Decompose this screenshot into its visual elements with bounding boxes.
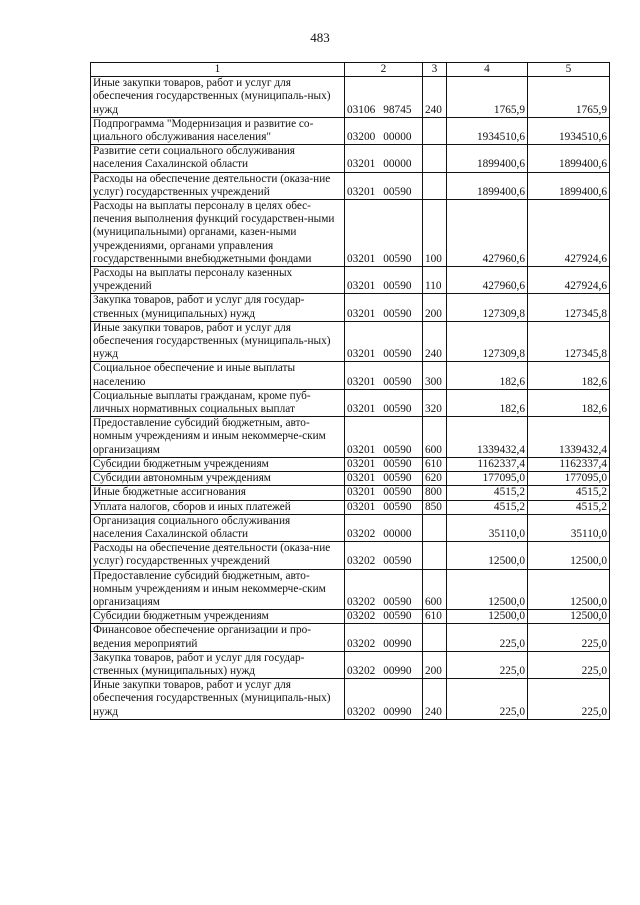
row-code-program: 03201: [347, 443, 376, 456]
table-row: [91, 117, 610, 144]
row-name: Развитие сети социального обслуживания населения Сахалинской области: [91, 145, 345, 172]
row-code-direction: 00590: [383, 595, 412, 608]
row-name: Социальное обеспечение и иные выплаты населению: [91, 362, 345, 389]
row-code: [345, 500, 423, 514]
table-row: [91, 610, 610, 624]
row-code: [345, 472, 423, 486]
row-code-direction: 00590: [383, 472, 412, 485]
row-expense-type: [423, 542, 447, 569]
row-name: Иные бюджетные ассигнования: [91, 486, 345, 500]
row-code-direction: 00990: [383, 664, 412, 677]
row-code: [345, 294, 423, 321]
row-code-program: 03201: [347, 252, 376, 265]
row-value-col5: 182,6: [528, 389, 610, 416]
row-code: [345, 389, 423, 416]
row-value-col4: 127309,8: [447, 321, 528, 362]
table-row: [91, 514, 610, 541]
row-value-col4: 182,6: [447, 389, 528, 416]
row-code-direction: 00590: [383, 252, 412, 265]
row-code: [345, 321, 423, 362]
row-expense-type: 200: [423, 294, 447, 321]
table-row: [91, 472, 610, 486]
row-code-direction: 00990: [383, 705, 412, 718]
row-expense-type: 320: [423, 389, 447, 416]
row-expense-type: 600: [423, 417, 447, 458]
row-name: Субсидии автономным учреждениям: [91, 472, 345, 486]
row-value-col4: 4515,2: [447, 500, 528, 514]
row-code-program: 03201: [347, 472, 376, 485]
budget-table: [90, 62, 610, 720]
row-code: [345, 172, 423, 199]
row-value-col4: 177095,0: [447, 472, 528, 486]
table-row: [91, 486, 610, 500]
row-value-col4: 12500,0: [447, 542, 528, 569]
row-expense-type: [423, 514, 447, 541]
table-row: [91, 267, 610, 294]
row-code-program: 03202: [347, 637, 376, 650]
page-number: 483: [310, 30, 330, 45]
row-expense-type: 800: [423, 486, 447, 500]
row-code-direction: 00590: [383, 185, 412, 198]
table-row: [91, 77, 610, 118]
row-code-program: 03202: [347, 610, 376, 623]
row-name: Расходы на выплаты персоналу казенных учреждений: [91, 267, 345, 294]
row-code-program: 03202: [347, 527, 376, 540]
row-name: Иные закупки товаров, работ и услуг для обеспечения государственных (муниципаль-ных) нужд: [91, 77, 345, 118]
row-value-col5: 12500,0: [528, 610, 610, 624]
row-expense-type: [423, 624, 447, 651]
row-expense-type: 850: [423, 500, 447, 514]
row-value-col5: 225,0: [528, 624, 610, 651]
row-code-program: 03201: [347, 348, 376, 361]
row-name: Субсидии бюджетным учреждениям: [91, 457, 345, 471]
row-value-col4: 4515,2: [447, 486, 528, 500]
row-value-col4: 225,0: [447, 679, 528, 720]
row-expense-type: 240: [423, 77, 447, 118]
row-code: [345, 77, 423, 118]
row-name: Закупка товаров, работ и услуг для государ-ственных (муниципальных) нужд: [91, 651, 345, 678]
row-expense-type: 610: [423, 457, 447, 471]
row-code-direction: 00590: [383, 348, 412, 361]
row-expense-type: 110: [423, 267, 447, 294]
row-code-program: 03200: [347, 131, 376, 144]
row-value-col5: 177095,0: [528, 472, 610, 486]
row-code: [345, 267, 423, 294]
row-value-col5: 12500,0: [528, 542, 610, 569]
row-value-col5: 1899400,6: [528, 145, 610, 172]
row-code-program: 03201: [347, 375, 376, 388]
row-value-col5: 4515,2: [528, 486, 610, 500]
row-value-col4: 427960,6: [447, 267, 528, 294]
row-code-direction: 00590: [383, 555, 412, 568]
row-code-program: 03201: [347, 307, 376, 320]
row-name: Закупка товаров, работ и услуг для государ-ственных (муниципальных) нужд: [91, 294, 345, 321]
row-value-col5: 127345,8: [528, 321, 610, 362]
row-code: [345, 569, 423, 610]
row-name: Предоставление субсидий бюджетным, авто-номным учреждениям и иным некоммерче-ским организациям: [91, 417, 345, 458]
table-row: [91, 362, 610, 389]
row-value-col5: 1899400,6: [528, 172, 610, 199]
row-expense-type: 600: [423, 569, 447, 610]
row-name: Расходы на обеспечение деятельности (оказа-ние услуг) государственных учреждений: [91, 542, 345, 569]
row-value-col4: 427960,6: [447, 200, 528, 267]
row-code-program: 03201: [347, 486, 376, 499]
row-code-direction: 00000: [383, 158, 412, 171]
table-row: [91, 542, 610, 569]
row-value-col4: 1899400,6: [447, 172, 528, 199]
row-code-program: 03202: [347, 595, 376, 608]
row-code: [345, 457, 423, 471]
row-expense-type: [423, 117, 447, 144]
row-name: Подпрограмма "Модернизация и развитие со-циального обслуживания населения": [91, 117, 345, 144]
table-row: [91, 569, 610, 610]
row-code-program: 03106: [347, 103, 376, 116]
table-row: [91, 500, 610, 514]
row-code-program: 03201: [347, 280, 376, 293]
row-value-col5: 4515,2: [528, 500, 610, 514]
row-value-col5: 1339432,4: [528, 417, 610, 458]
table-row: [91, 200, 610, 267]
header-cell-4: 4: [447, 63, 528, 77]
row-code-direction: 00590: [383, 403, 412, 416]
row-value-col4: 12500,0: [447, 610, 528, 624]
row-value-col4: 35110,0: [447, 514, 528, 541]
table-row: [91, 679, 610, 720]
row-code-direction: 00590: [383, 500, 412, 513]
row-value-col5: 427924,6: [528, 200, 610, 267]
header-cell-2: 2: [345, 63, 423, 77]
table-row: [91, 145, 610, 172]
row-code-program: 03201: [347, 185, 376, 198]
row-code: [345, 610, 423, 624]
row-value-col4: 1934510,6: [447, 117, 528, 144]
table-row: [91, 321, 610, 362]
row-code-direction: 00590: [383, 375, 412, 388]
table-row: [91, 389, 610, 416]
row-value-col4: 1899400,6: [447, 145, 528, 172]
table-row: [91, 651, 610, 678]
header-cell-1: 1: [91, 63, 345, 77]
row-expense-type: 200: [423, 651, 447, 678]
row-code-program: 03202: [347, 705, 376, 718]
row-code-program: 03201: [347, 158, 376, 171]
row-name: Организация социального обслуживания населения Сахалинской области: [91, 514, 345, 541]
row-value-col4: 225,0: [447, 624, 528, 651]
row-code: [345, 486, 423, 500]
table-header-row: [91, 63, 610, 77]
row-expense-type: [423, 172, 447, 199]
row-code-direction: 00590: [383, 457, 412, 470]
row-code: [345, 542, 423, 569]
table-row: [91, 624, 610, 651]
row-code-direction: 00590: [383, 307, 412, 320]
row-code-program: 03202: [347, 664, 376, 677]
row-value-col5: 127345,8: [528, 294, 610, 321]
row-name: Расходы на обеспечение деятельности (оказа-ние услуг) государственных учреждений: [91, 172, 345, 199]
row-value-col5: 1765,9: [528, 77, 610, 118]
row-value-col4: 12500,0: [447, 569, 528, 610]
row-value-col4: 1765,9: [447, 77, 528, 118]
row-expense-type: 620: [423, 472, 447, 486]
row-expense-type: 300: [423, 362, 447, 389]
row-code-direction: 00590: [383, 486, 412, 499]
row-code: [345, 200, 423, 267]
row-code-direction: 00000: [383, 527, 412, 540]
row-expense-type: 240: [423, 679, 447, 720]
header-cell-5: 5: [528, 63, 610, 77]
table-row: [91, 294, 610, 321]
row-value-col4: 127309,8: [447, 294, 528, 321]
row-code: [345, 362, 423, 389]
row-name: Финансовое обеспечение организации и про-ведения мероприятий: [91, 624, 345, 651]
row-code: [345, 117, 423, 144]
header-cell-3: 3: [423, 63, 447, 77]
row-code: [345, 145, 423, 172]
row-code-direction: 00590: [383, 280, 412, 293]
row-name: Субсидии бюджетным учреждениям: [91, 610, 345, 624]
row-name: Социальные выплаты гражданам, кроме пуб-личных нормативных социальных выплат: [91, 389, 345, 416]
row-code: [345, 624, 423, 651]
row-value-col4: 182,6: [447, 362, 528, 389]
row-name: Расходы на выплаты персоналу в целях обес-печения выполнения функций государствен-ными (муниципальными) органами, казен-ными учреждениями, органами управления государственными внебюджетными фондами: [91, 200, 345, 267]
row-value-col4: 225,0: [447, 651, 528, 678]
row-value-col4: 1162337,4: [447, 457, 528, 471]
row-code-direction: 00590: [383, 443, 412, 456]
row-code-direction: 00590: [383, 610, 412, 623]
row-code-direction: 00990: [383, 637, 412, 650]
row-expense-type: 100: [423, 200, 447, 267]
row-expense-type: 610: [423, 610, 447, 624]
row-value-col5: 225,0: [528, 679, 610, 720]
row-code: [345, 651, 423, 678]
row-name: Иные закупки товаров, работ и услуг для обеспечения государственных (муниципаль-ных) нужд: [91, 679, 345, 720]
row-value-col5: 1162337,4: [528, 457, 610, 471]
table-row: [91, 417, 610, 458]
row-value-col5: 182,6: [528, 362, 610, 389]
row-code-program: 03202: [347, 555, 376, 568]
row-value-col5: 1934510,6: [528, 117, 610, 144]
row-name: Уплата налогов, сборов и иных платежей: [91, 500, 345, 514]
row-value-col4: 1339432,4: [447, 417, 528, 458]
row-value-col5: 35110,0: [528, 514, 610, 541]
row-code: [345, 417, 423, 458]
row-expense-type: 240: [423, 321, 447, 362]
row-code-direction: 00000: [383, 131, 412, 144]
row-code-program: 03201: [347, 403, 376, 416]
row-expense-type: [423, 145, 447, 172]
row-code: [345, 514, 423, 541]
row-code: [345, 679, 423, 720]
row-name: Иные закупки товаров, работ и услуг для обеспечения государственных (муниципаль-ных) нужд: [91, 321, 345, 362]
table-row: [91, 172, 610, 199]
row-code-direction: 98745: [383, 103, 412, 116]
row-name: Предоставление субсидий бюджетным, авто-номным учреждениям и иным некоммерче-ским организациям: [91, 569, 345, 610]
table-row: [91, 457, 610, 471]
row-code-program: 03201: [347, 457, 376, 470]
row-value-col5: 427924,6: [528, 267, 610, 294]
row-code-program: 03201: [347, 500, 376, 513]
row-value-col5: 225,0: [528, 651, 610, 678]
row-value-col5: 12500,0: [528, 569, 610, 610]
